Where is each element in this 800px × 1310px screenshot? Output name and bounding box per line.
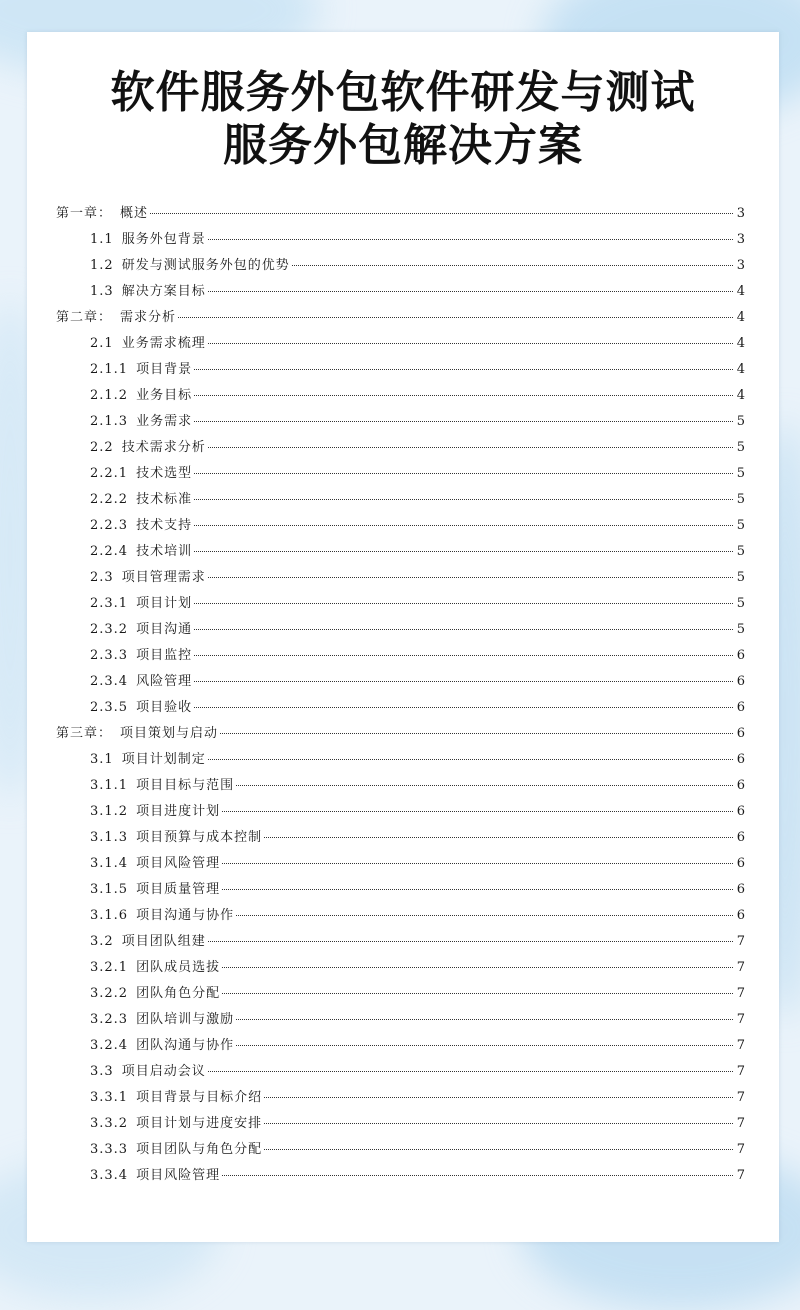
toc-dot-leader	[194, 629, 733, 630]
toc-entry-page-number: 3	[736, 258, 745, 273]
toc-dot-leader	[264, 1123, 733, 1124]
toc-entry-number: 第一章：	[56, 206, 113, 221]
toc-dot-leader	[208, 239, 733, 240]
toc-entry-label: 团队成员选拔	[136, 960, 221, 975]
toc-entry-number: 2.1	[90, 336, 114, 351]
toc-dot-leader	[194, 369, 733, 370]
toc-entry-number: 2.2.4	[90, 544, 129, 559]
toc-entry-number: 2.2.1	[90, 466, 129, 481]
toc-entry-number: 第三章：	[56, 726, 113, 741]
toc-entry-number: 1.1	[90, 232, 114, 247]
toc-entry-page-number: 7	[736, 960, 745, 975]
toc-entry-page-number: 7	[736, 1142, 745, 1157]
toc-dot-leader	[194, 499, 733, 500]
toc-entry-label: 风险管理	[136, 674, 193, 689]
toc-entry-number: 3.3.1	[90, 1090, 129, 1105]
toc-dot-leader	[194, 603, 733, 604]
toc-entry[interactable]	[56, 540, 745, 566]
toc-entry-number: 3.3.4	[90, 1168, 129, 1183]
toc-dot-leader	[222, 1175, 733, 1176]
toc-entry-page-number: 7	[736, 934, 745, 949]
toc-entry[interactable]	[56, 852, 745, 878]
toc-entry[interactable]	[56, 332, 745, 358]
toc-dot-leader	[208, 1071, 733, 1072]
toc-entry-page-number: 4	[736, 388, 745, 403]
toc-entry-number: 1.3	[90, 284, 114, 299]
toc-entry[interactable]	[56, 930, 745, 956]
toc-dot-leader	[236, 785, 733, 786]
toc-dot-leader	[150, 213, 733, 214]
toc-entry-page-number: 5	[736, 596, 745, 611]
toc-entry[interactable]	[56, 228, 745, 254]
toc-entry-page-number: 6	[736, 700, 745, 715]
toc-entry-number: 3.2.1	[90, 960, 129, 975]
toc-entry[interactable]	[56, 1138, 745, 1164]
toc-entry-number: 2.2.2	[90, 492, 129, 507]
toc-entry[interactable]	[56, 618, 745, 644]
toc-entry-number: 2.3.1	[90, 596, 129, 611]
toc-dot-leader	[236, 1019, 733, 1020]
toc-entry-page-number: 5	[736, 544, 745, 559]
toc-entry-page-number: 6	[736, 882, 745, 897]
toc-entry[interactable]	[56, 202, 745, 228]
toc-dot-leader	[208, 291, 733, 292]
toc-entry-number: 2.3.5	[90, 700, 129, 715]
toc-entry-number: 3.1.1	[90, 778, 129, 793]
toc-entry-page-number: 5	[736, 622, 745, 637]
toc-entry[interactable]	[56, 514, 745, 540]
toc-dot-leader	[264, 1149, 733, 1150]
toc-entry[interactable]	[56, 1086, 745, 1112]
toc-entry-label: 项目监控	[136, 648, 193, 663]
toc-entry-page-number: 6	[736, 804, 745, 819]
toc-entry-label: 需求分析	[120, 310, 177, 325]
toc-entry[interactable]	[56, 826, 745, 852]
toc-entry-number: 1.2	[90, 258, 114, 273]
toc-entry[interactable]	[56, 696, 745, 722]
toc-entry-label: 技术支持	[136, 518, 193, 533]
toc-entry-page-number: 5	[736, 414, 745, 429]
document-title	[27, 66, 779, 172]
toc-dot-leader	[194, 525, 733, 526]
toc-entry-page-number: 7	[736, 1168, 745, 1183]
toc-entry[interactable]	[56, 436, 745, 462]
toc-entry-page-number: 6	[736, 674, 745, 689]
toc-entry-page-number: 5	[736, 570, 745, 585]
toc-entry-number: 2.1.2	[90, 388, 129, 403]
toc-entry-page-number: 3	[736, 232, 745, 247]
toc-entry-page-number: 6	[736, 856, 745, 871]
toc-entry-label: 服务外包背景	[121, 232, 206, 247]
toc-entry[interactable]	[56, 904, 745, 930]
toc-entry-label: 项目目标与范围	[136, 778, 235, 793]
toc-dot-leader	[208, 447, 733, 448]
toc-entry-number: 2.3.3	[90, 648, 129, 663]
toc-entry[interactable]	[56, 566, 745, 592]
toc-entry-label: 项目预算与成本控制	[136, 830, 263, 845]
toc-entry-number: 3.1	[90, 752, 114, 767]
toc-entry[interactable]	[56, 1112, 745, 1138]
toc-dot-leader	[208, 343, 733, 344]
toc-entry-label: 团队角色分配	[136, 986, 221, 1001]
toc-dot-leader	[208, 577, 733, 578]
toc-entry-label: 项目进度计划	[136, 804, 221, 819]
toc-entry-label: 项目风险管理	[136, 1168, 221, 1183]
toc-dot-leader	[292, 265, 733, 266]
toc-dot-leader	[208, 759, 733, 760]
toc-entry-number: 第二章：	[56, 310, 113, 325]
toc-entry-number: 3.2.3	[90, 1012, 129, 1027]
toc-entry-label: 项目启动会议	[121, 1064, 206, 1079]
toc-dot-leader	[194, 473, 733, 474]
toc-entry-page-number: 4	[736, 362, 745, 377]
toc-entry-page-number: 7	[736, 1012, 745, 1027]
toc-entry[interactable]	[56, 384, 745, 410]
toc-entry[interactable]	[56, 254, 745, 280]
toc-entry-label: 项目沟通	[136, 622, 193, 637]
toc-entry[interactable]	[56, 1060, 745, 1086]
toc-dot-leader	[236, 1045, 733, 1046]
toc-entry-number: 2.3.4	[90, 674, 129, 689]
toc-entry[interactable]	[56, 280, 745, 306]
toc-entry-number: 2.3.2	[90, 622, 129, 637]
toc-entry[interactable]	[56, 722, 745, 748]
toc-entry-page-number: 5	[736, 440, 745, 455]
toc-entry-label: 技术标准	[136, 492, 193, 507]
toc-entry[interactable]	[56, 1008, 745, 1034]
toc-dot-leader	[264, 837, 733, 838]
toc-entry-label: 项目沟通与协作	[136, 908, 235, 923]
toc-entry-page-number: 4	[736, 336, 745, 351]
toc-entry[interactable]	[56, 774, 745, 800]
toc-entry-page-number: 6	[736, 778, 745, 793]
toc-dot-leader	[236, 915, 733, 916]
toc-entry-page-number: 3	[736, 206, 745, 221]
toc-entry[interactable]	[56, 462, 745, 488]
toc-entry[interactable]	[56, 670, 745, 696]
toc-entry[interactable]	[56, 982, 745, 1008]
toc-entry-number: 3.1.6	[90, 908, 129, 923]
toc-entry-label: 项目风险管理	[136, 856, 221, 871]
toc-entry-label: 项目计划与进度安排	[136, 1116, 263, 1131]
toc-entry-number: 3.1.2	[90, 804, 129, 819]
toc-entry-number: 2.1.1	[90, 362, 129, 377]
toc-entry-page-number: 7	[736, 1116, 745, 1131]
toc-entry-number: 3.1.4	[90, 856, 129, 871]
toc-entry-label: 项目计划制定	[121, 752, 206, 767]
toc-dot-leader	[194, 421, 733, 422]
toc-entry-number: 3.3.3	[90, 1142, 129, 1157]
toc-entry[interactable]	[56, 592, 745, 618]
toc-entry[interactable]	[56, 956, 745, 982]
document-title-line: 服务外包解决方案	[223, 120, 583, 171]
toc-entry[interactable]	[56, 878, 745, 904]
toc-dot-leader	[222, 863, 733, 864]
toc-entry-number: 2.2	[90, 440, 114, 455]
toc-entry-label: 业务目标	[136, 388, 193, 403]
toc-entry-label: 技术选型	[136, 466, 193, 481]
toc-entry-label: 项目背景与目标介绍	[136, 1090, 263, 1105]
document-title-line: 软件服务外包软件研发与测试	[110, 67, 696, 118]
toc-entry[interactable]	[56, 410, 745, 436]
toc-entry-label: 业务需求	[136, 414, 193, 429]
toc-entry-number: 3.2.2	[90, 986, 129, 1001]
toc-entry-page-number: 6	[736, 726, 745, 741]
toc-dot-leader	[220, 733, 733, 734]
toc-entry-label: 概述	[120, 206, 149, 221]
toc-entry-label: 项目管理需求	[121, 570, 206, 585]
toc-entry-label: 项目计划	[136, 596, 193, 611]
toc-entry[interactable]	[56, 800, 745, 826]
toc-entry[interactable]	[56, 748, 745, 774]
toc-entry-page-number: 6	[736, 830, 745, 845]
toc-entry-label: 团队沟通与协作	[136, 1038, 235, 1053]
toc-entry-page-number: 5	[736, 518, 745, 533]
toc-entry-label: 技术需求分析	[121, 440, 206, 455]
toc-entry-label: 团队培训与激励	[136, 1012, 235, 1027]
toc-dot-leader	[194, 681, 733, 682]
toc-entry-page-number: 7	[736, 1064, 745, 1079]
toc-entry[interactable]	[56, 1164, 745, 1190]
toc-dot-leader	[222, 889, 733, 890]
toc-entry-number: 3.1.3	[90, 830, 129, 845]
toc-dot-leader	[222, 967, 733, 968]
toc-entry-label: 项目团队与角色分配	[136, 1142, 263, 1157]
table-of-contents	[56, 202, 745, 1190]
toc-dot-leader	[178, 317, 733, 318]
toc-entry-page-number: 4	[736, 310, 745, 325]
toc-entry-label: 解决方案目标	[121, 284, 206, 299]
toc-entry-page-number: 7	[736, 1090, 745, 1105]
toc-dot-leader	[194, 551, 733, 552]
toc-entry-number: 3.2	[90, 934, 114, 949]
toc-dot-leader	[222, 993, 733, 994]
toc-entry-page-number: 5	[736, 466, 745, 481]
toc-entry-label: 业务需求梳理	[121, 336, 206, 351]
toc-entry-number: 2.2.3	[90, 518, 129, 533]
toc-entry-page-number: 7	[736, 986, 745, 1001]
toc-dot-leader	[222, 811, 733, 812]
toc-entry[interactable]	[56, 1034, 745, 1060]
toc-entry-label: 研发与测试服务外包的优势	[121, 258, 290, 273]
toc-entry-label: 项目团队组建	[121, 934, 206, 949]
toc-entry-number: 3.1.5	[90, 882, 129, 897]
toc-entry-number: 2.1.3	[90, 414, 129, 429]
toc-entry-label: 项目质量管理	[136, 882, 221, 897]
toc-dot-leader	[194, 655, 733, 656]
toc-entry-page-number: 5	[736, 492, 745, 507]
toc-entry-label: 项目背景	[136, 362, 193, 377]
toc-entry[interactable]	[56, 306, 745, 332]
toc-entry-number: 3.3	[90, 1064, 114, 1079]
toc-entry[interactable]	[56, 358, 745, 384]
toc-entry-number: 3.2.4	[90, 1038, 129, 1053]
toc-entry-number: 2.3	[90, 570, 114, 585]
toc-dot-leader	[194, 707, 733, 708]
toc-dot-leader	[194, 395, 733, 396]
toc-entry-page-number: 6	[736, 752, 745, 767]
toc-entry-label: 技术培训	[136, 544, 193, 559]
toc-entry[interactable]	[56, 488, 745, 514]
toc-entry-label: 项目策划与启动	[120, 726, 219, 741]
document-page	[27, 32, 779, 1242]
toc-entry-page-number: 4	[736, 284, 745, 299]
toc-entry[interactable]	[56, 644, 745, 670]
toc-dot-leader	[208, 941, 733, 942]
toc-entry-page-number: 7	[736, 1038, 745, 1053]
toc-entry-page-number: 6	[736, 908, 745, 923]
toc-entry-page-number: 6	[736, 648, 745, 663]
toc-entry-label: 项目验收	[136, 700, 193, 715]
toc-entry-number: 3.3.2	[90, 1116, 129, 1131]
toc-dot-leader	[264, 1097, 733, 1098]
